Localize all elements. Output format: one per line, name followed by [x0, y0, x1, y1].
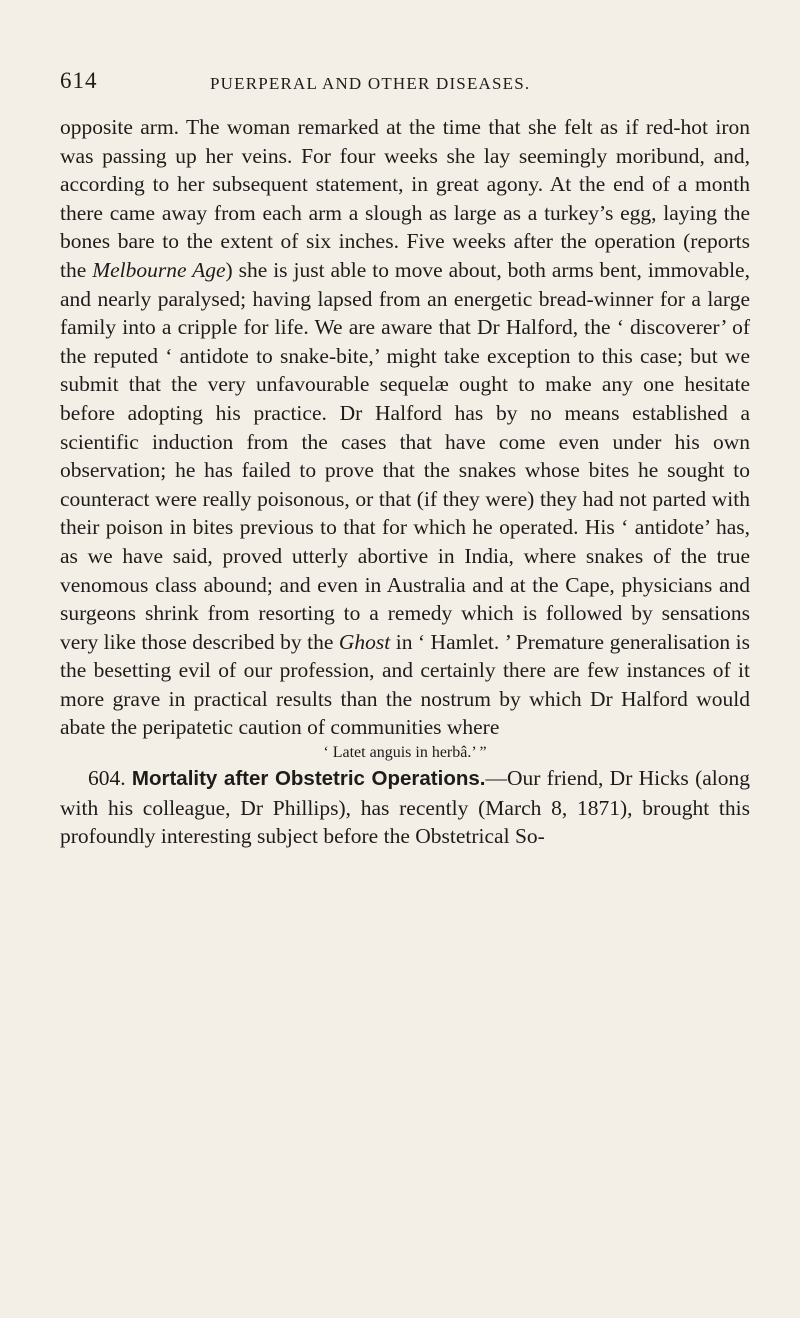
paragraph-continued — [60, 113, 750, 742]
section-604 — [60, 764, 750, 851]
page-number: 614 — [60, 68, 98, 93]
newspaper-title: Melbourne Age — [92, 257, 226, 282]
latin-quote: ‘ Latet anguis in herbâ.’ ” — [323, 744, 487, 762]
body-text — [60, 113, 750, 851]
paragraph-text-part-1: opposite arm. The woman remarked at the time that she felt as if red-hot iron was passing up her veins. For four weeks she lay seemingly moribund, and, according to her subsequent statement, in great agony. At the end of a month there came away from each arm a slough as large as a turkey’s egg, laying the bones bare to the extent of six inches. Five weeks after the operation (reports the — [60, 115, 750, 282]
book-page — [60, 68, 750, 851]
ghost-italic: Ghost — [338, 629, 391, 654]
paragraph-text-part-3: in ‘ Hamlet. ’ Premature generalisation is the besetting evil of our profession, and certainly there are few instances of it more grave in practical results than the nostrum by which Dr Halford would abate the peripatetic caution of communities where — [60, 629, 750, 740]
section-number: 604. — [88, 766, 126, 791]
paragraph-text-part-2: ) she is just able to move about, both arms bent, immovable, and nearly paralysed; having lapsed from an energetic bread-winner for a large family into a cripple for life. We are aware that Dr Halford, the ‘ discoverer’ of the reputed ‘ antidote to snake-bite,’ might take exception to this case; but we submit that the very unfavourable sequelæ ought to make any one hesitate before adopting his practice. Dr Halford has by no means established a scientific induction from the cases that have come even under his own observation; he has failed to prove that the snakes whose bites he sought to counteract were really poisonous, or that (if they were) they had not parted with their poison in bites previous to that for which he operated. His ‘ antidote’ has, as we have said, proved utterly abortive in India, where snakes of the true venomous class abound; and even in Australia and at the Cape, physicians and surgeons shrink from resorting to a remedy which is followed by sensations very like those described by the — [60, 257, 750, 654]
running-title: PUERPERAL AND OTHER DISEASES. — [210, 74, 531, 93]
running-head — [60, 68, 750, 108]
section-text: —Our friend, Dr Hicks (along with his colleague, Dr Phillips), has recently (March 8, 1871), brought this profoundly interesting subject before the Obstetrical So- — [60, 766, 750, 849]
section-heading: Mortality after Obstetric Operations. — [131, 767, 486, 791]
